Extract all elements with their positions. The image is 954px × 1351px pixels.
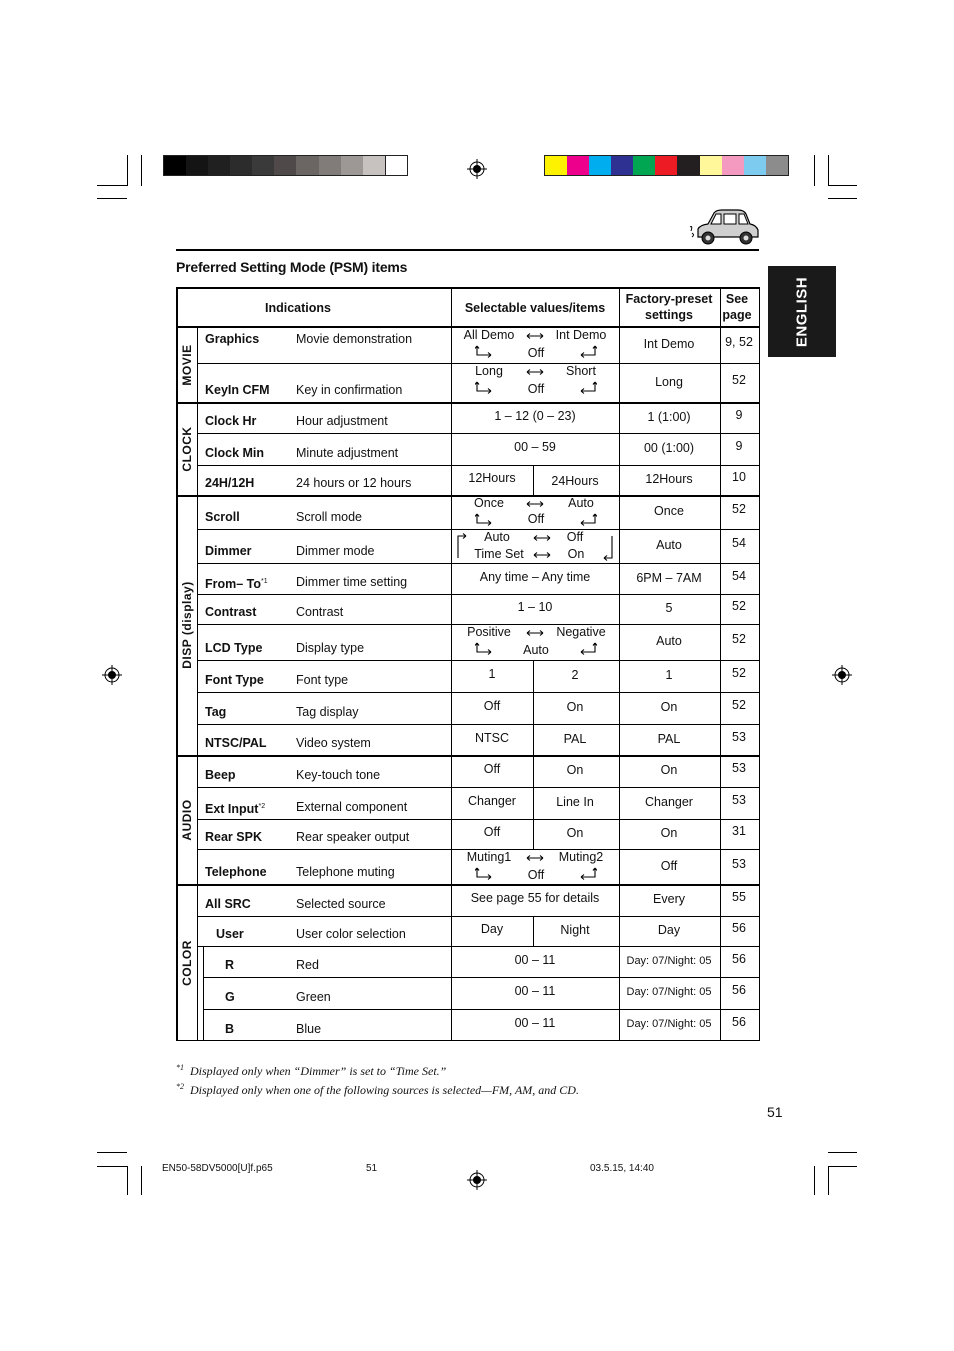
header-indications: Indications: [265, 301, 331, 315]
row-see-page: 31: [732, 824, 746, 838]
row-factory: Off: [660, 858, 678, 873]
row-description: Green: [296, 990, 331, 1004]
row-item: Font Type: [205, 673, 264, 687]
col-rule: [451, 287, 452, 1041]
footnote-mark: *1: [261, 578, 268, 585]
row-factory: Auto: [656, 538, 682, 552]
registration-mark-icon: [832, 665, 852, 685]
grayscale-swatch: [164, 156, 186, 175]
color-swatch: [722, 156, 744, 175]
color-bar: [544, 155, 789, 176]
cycle-arrow-icon: [526, 500, 544, 508]
grayscale-swatch: [230, 156, 252, 175]
language-tab-label: ENGLISH: [793, 276, 811, 348]
row-factory: Day: 07/Night: 05: [626, 1018, 712, 1030]
row-rule: [197, 819, 760, 820]
value-option: Off: [483, 699, 501, 713]
grayscale-swatch: [319, 156, 341, 175]
row-item: R: [225, 958, 235, 972]
row-see-page: 54: [732, 568, 746, 583]
header-factory: Factory-preset: [625, 292, 713, 306]
cycle-arrow-icon: [526, 368, 544, 376]
table-border-left: [176, 287, 178, 1041]
row-see-page: 52: [732, 502, 746, 516]
value-option: NTSC: [474, 730, 510, 745]
color-swatch: [677, 156, 699, 175]
cycle-arrow-icon: [579, 867, 597, 881]
grayscale-swatch: [385, 156, 407, 175]
row-rule: [197, 724, 760, 725]
value-divider: [533, 755, 534, 787]
cycle-arrow-icon: [526, 629, 544, 637]
row-rule: [197, 594, 760, 595]
row-factory: Long: [655, 374, 683, 389]
value-divider: [533, 465, 534, 495]
value-option: Auto: [484, 530, 510, 544]
value-option: 1 – 10: [517, 600, 553, 614]
value-option: 00 – 11: [514, 952, 556, 967]
page-title: Preferred Setting Mode (PSM) items: [176, 259, 408, 275]
grayscale-swatch: [252, 156, 274, 175]
value-option: 00 – 11: [514, 1016, 556, 1030]
cycle-arrow-icon: [475, 867, 493, 881]
row-description: Key-touch tone: [296, 768, 381, 782]
row-factory: Day: 07/Night: 05: [626, 986, 712, 998]
row-rule: [203, 977, 760, 978]
row-factory: 1: [665, 668, 673, 682]
row-rule: [176, 402, 760, 404]
grayscale-swatch: [186, 156, 208, 175]
value-divider: [533, 819, 534, 849]
row-see-page: 52: [732, 632, 746, 646]
row-description: Red: [296, 958, 319, 972]
cycle-arrow-icon: [526, 332, 544, 340]
grayscale-bar: [163, 155, 408, 176]
value-option: On: [566, 826, 584, 840]
psm-table: [176, 287, 760, 1041]
row-description: Minute adjustment: [296, 446, 399, 460]
row-item: Beep: [205, 768, 236, 782]
row-item: B: [225, 1022, 235, 1036]
footnotes: [176, 1060, 579, 1098]
value-option: 12Hours: [468, 471, 516, 485]
row-see-page: 9: [735, 439, 743, 453]
value-option: Positive: [467, 625, 511, 639]
row-see-page: 53: [732, 761, 746, 775]
value-option: Night: [560, 923, 590, 937]
value-option: See page 55 for details: [470, 891, 600, 905]
row-item: User: [216, 927, 244, 941]
group-label: COLOR: [180, 939, 194, 986]
car-icon: [688, 205, 760, 249]
row-factory: 12Hours: [645, 472, 693, 486]
row-see-page: 52: [732, 599, 746, 613]
value-option: Off: [527, 512, 545, 526]
row-description: Contrast: [296, 605, 344, 619]
row-item: Rear SPK: [205, 830, 262, 844]
color-swatch: [611, 156, 633, 175]
value-option: Off: [483, 762, 501, 776]
row-item: All SRC: [205, 897, 251, 911]
value-divider: [533, 660, 534, 692]
value-option: Off: [527, 382, 545, 396]
row-rule: [197, 529, 760, 530]
row-factory: Changer: [645, 795, 693, 809]
header-rule: [176, 249, 759, 251]
color-swatch: [766, 156, 788, 175]
value-option: 00 – 11: [514, 984, 556, 998]
row-see-page: 52: [732, 372, 746, 387]
row-see-page: 56: [732, 1015, 746, 1029]
grayscale-swatch: [274, 156, 296, 175]
grayscale-swatch: [341, 156, 363, 175]
cycle-arrow-icon: [579, 381, 597, 395]
color-swatch: [655, 156, 677, 175]
value-option: On: [566, 763, 584, 777]
header-factory-2: settings: [645, 308, 693, 322]
cycle-arrow-icon: [475, 381, 493, 395]
value-option: Time Set: [474, 547, 524, 561]
col-rule: [619, 287, 620, 1041]
row-item: Graphics: [205, 332, 260, 346]
row-description: Hour adjustment: [296, 414, 388, 428]
color-swatch: [700, 156, 722, 175]
row-item: NTSC/PAL: [205, 736, 267, 750]
value-option: Changer: [468, 794, 516, 808]
row-factory: 6PM – 7AM: [636, 570, 702, 585]
value-option: Int Demo: [555, 328, 607, 342]
row-factory: On: [660, 700, 678, 714]
header-selectable: Selectable values/items: [464, 301, 606, 315]
row-factory: 5: [665, 601, 673, 615]
row-description: Key in confirmation: [296, 383, 403, 397]
col-rule: [720, 287, 721, 1041]
cycle-arrow-icon: [579, 642, 597, 656]
value-option: Once: [474, 496, 504, 510]
cycle-arrow-icon: [579, 513, 597, 527]
row-factory: Once: [654, 504, 684, 518]
row-rule: [197, 563, 760, 564]
row-item: Dimmer: [205, 544, 252, 558]
row-see-page: 56: [732, 921, 746, 935]
value-option: Long: [475, 364, 503, 378]
row-see-page: 54: [732, 536, 746, 550]
group-label: CLOCK: [180, 425, 194, 472]
row-description: Movie demonstration: [296, 332, 413, 346]
value-option: 1 – 12 (0 – 23): [494, 408, 576, 423]
row-item: Scroll: [205, 510, 240, 524]
row-item: Contrast: [205, 605, 257, 619]
row-item: Ext Input$^{*2}$: [205, 802, 266, 817]
row-factory: Every: [653, 892, 685, 906]
row-rule: [176, 495, 760, 497]
row-factory: Int Demo: [643, 337, 695, 351]
registration-mark-icon: [467, 1170, 487, 1190]
footer-file: EN50-58DV5000[U]f.p65: [162, 1163, 273, 1174]
row-description: Video system: [296, 736, 371, 750]
cycle-arrow-icon: [454, 532, 616, 562]
col-rule: [203, 946, 204, 1041]
value-option: On: [567, 547, 585, 561]
row-see-page: 10: [732, 470, 746, 484]
row-rule: [176, 755, 760, 757]
row-rule: [176, 884, 760, 886]
row-see-page: 53: [732, 729, 746, 744]
row-factory: On: [660, 826, 678, 840]
row-item: Clock Min: [205, 446, 265, 460]
row-rule: [197, 692, 760, 693]
header-see-2: page: [722, 308, 752, 322]
footnote-1: $^{*1}$ Displayed only when “Dimmer” is set to “Time Set.”: [176, 1063, 447, 1078]
row-description: External component: [296, 800, 408, 814]
value-option: All Demo: [463, 328, 515, 342]
value-option: 2: [571, 668, 579, 682]
row-see-page: 56: [732, 983, 746, 997]
value-option: Off: [527, 346, 545, 360]
value-option: Muting1: [466, 850, 512, 864]
footer-page: 51: [366, 1163, 378, 1174]
language-tab: [768, 266, 836, 357]
table-border-top: [176, 287, 760, 289]
cycle-arrow-icon: [475, 345, 493, 359]
row-description: Display type: [296, 641, 365, 655]
row-see-page: 9: [735, 407, 743, 422]
group-label: DISP (display): [180, 581, 194, 669]
value-option: Off: [483, 825, 501, 839]
header-see: See: [725, 292, 749, 306]
row-item: LCD Type: [205, 641, 263, 655]
row-description: Font type: [296, 673, 349, 687]
row-rule: [197, 433, 760, 434]
row-item: Clock Hr: [205, 414, 257, 428]
value-option: PAL: [563, 731, 587, 746]
row-item: From– To$^{*1}$: [205, 577, 268, 592]
grayscale-swatch: [208, 156, 230, 175]
row-see-page: 56: [732, 951, 746, 966]
row-factory: Auto: [656, 634, 682, 648]
value-option: 1: [488, 667, 496, 681]
footer-date: 03.5.15, 14:40: [590, 1163, 654, 1174]
value-option: Line In: [556, 795, 594, 809]
row-factory: On: [660, 763, 678, 777]
table-border-bottom: [176, 1040, 760, 1042]
registration-mark-icon: [102, 665, 122, 685]
row-see-page: 55: [732, 890, 746, 904]
color-swatch: [545, 156, 567, 175]
cycle-arrow-icon: [475, 513, 493, 527]
row-description: Rear speaker output: [296, 830, 410, 844]
value-divider: [533, 724, 534, 755]
row-factory: PAL: [657, 731, 681, 746]
cycle-arrow-icon: [475, 642, 493, 656]
row-description: User color selection: [296, 927, 406, 941]
row-rule: [197, 787, 760, 788]
row-see-page: 52: [732, 698, 746, 712]
value-option: 00 – 59: [514, 440, 556, 454]
color-swatch: [744, 156, 766, 175]
row-item: 24H/12H: [205, 476, 255, 490]
row-description: Telephone muting: [296, 865, 395, 879]
row-see-page: 53: [732, 856, 746, 871]
value-option: On: [566, 700, 584, 714]
row-description: Blue: [296, 1022, 322, 1036]
row-description: 24 hours or 12 hours: [296, 476, 412, 490]
row-see-page: 53: [732, 793, 746, 807]
row-factory: 1 (1:00): [647, 409, 691, 424]
table-border-right: [759, 287, 761, 1041]
row-rule: [197, 946, 760, 947]
row-rule: [197, 660, 760, 661]
row-see-page: 52: [732, 666, 746, 680]
footnote-mark: *2: [258, 803, 266, 810]
value-option: Auto: [568, 496, 594, 510]
row-item: G: [225, 990, 235, 1004]
row-rule: [197, 465, 760, 466]
color-swatch: [633, 156, 655, 175]
registration-mark-icon: [467, 159, 487, 179]
value-divider: [533, 692, 534, 724]
value-option: 24Hours: [551, 474, 599, 488]
row-see-page: 9, 52: [725, 335, 753, 349]
group-label: AUDIO: [180, 798, 194, 841]
row-rule: [197, 916, 760, 917]
value-option: Negative: [556, 625, 606, 639]
row-factory: Day: [657, 923, 681, 937]
row-description: Scroll mode: [296, 510, 362, 524]
row-description: Selected source: [296, 897, 386, 911]
row-item: Telephone: [205, 865, 267, 879]
col-rule: [197, 327, 198, 1041]
value-option: Day: [480, 922, 504, 936]
row-description: Tag display: [296, 705, 359, 719]
cycle-arrow-icon: [526, 854, 544, 862]
value-option: Off: [527, 868, 545, 882]
row-item: Tag: [205, 705, 227, 719]
row-description: Dimmer time setting: [296, 575, 408, 589]
grayscale-swatch: [363, 156, 385, 175]
value-option: Any time – Any time: [479, 569, 591, 584]
row-factory: 00 (1:00): [643, 441, 695, 455]
value-option: Off: [566, 530, 584, 544]
grayscale-swatch: [296, 156, 318, 175]
row-description: Dimmer mode: [296, 544, 375, 558]
value-divider: [533, 916, 534, 946]
cycle-arrow-icon: [579, 345, 597, 359]
value-divider: [533, 787, 534, 819]
row-rule: [203, 1009, 760, 1010]
row-factory: Day: 07/Night: 05: [626, 954, 712, 967]
value-option: Auto: [523, 643, 549, 657]
page-number: 51: [767, 1104, 783, 1120]
value-option: Muting2: [558, 850, 604, 864]
color-swatch: [567, 156, 589, 175]
row-item: KeyIn CFM: [205, 383, 270, 397]
group-label: MOVIE: [180, 343, 194, 386]
color-swatch: [589, 156, 611, 175]
footnote-2: $^{*2}$ Displayed only when one of the following sources is selected—FM, AM, and CD.: [176, 1082, 579, 1097]
value-option: Short: [566, 364, 596, 378]
